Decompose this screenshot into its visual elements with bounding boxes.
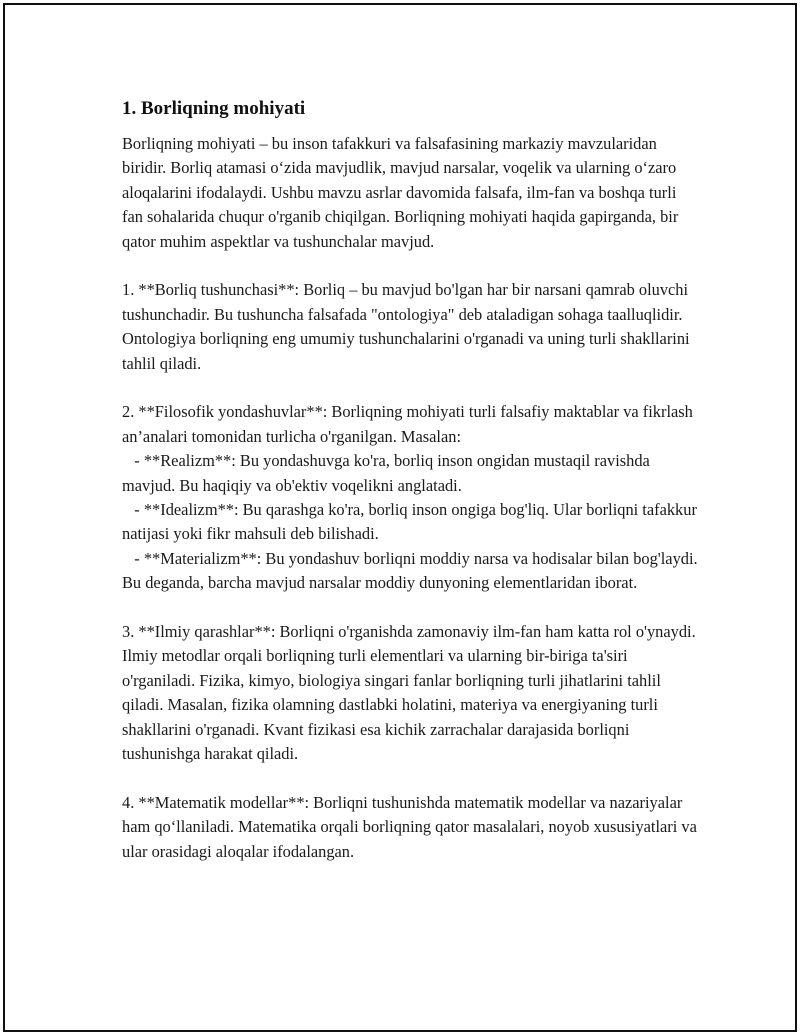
paragraph-matematik-modellar: 4. **Matematik modellar**: Borliqni tushunishda matematik modellar va nazariyalar ham qo‘llaniladi. Matematika orqali borliqning qator masalalari, noyob xususiyatlari va ular orasidagi aloqalar ifodalangan.	[122, 792, 701, 861]
intro-paragraph: Borliqning mohiyati – bu inson tafakkuri va falsafasining markaziy mavzularidan biridir. Borliq atamasi o‘zida mavjudlik, mavjud narsalar, voqelik va ularning o‘zaro aloqalarini ifodalaydi. Ushbu mavzu asrlar davomida falsafa, ilm-fan va boshqa turli fan sohalarida chuqur o'rganib chiqilgan. Borliqning mohiyati haqida gapirganda, bir qator muhim aspektlar va tushunchalar mavjud.	[122, 134, 683, 251]
paragraph-filosofik-yondashuvlar: 2. **Filosofik yondashuvlar**: Borliqning mohiyati turli falsafiy maktablar va fikrlash an’analari tomonidan turlicha o'rganilgan. Masalan: - **Realizm**: Bu yondashuvga ko'ra, borliq inson ongidan mustaqil ravishda mavjud. Bu haqiqiy va ob'ektiv voqelikni anglatadi. - **Idealizm**: Bu qarashga ko'ra, borliq inson ongiga bog'liq. Ular borliqni tafakkur natijasi yoki fikr mahsuli deb bilishadi. - **Materializm**: Bu yondashuv borliqni moddiy narsa va hodisalar bilan bog'laydi. Bu deganda, barcha mavjud narsalar moddiy dunyoning elementlaridan iborat.	[122, 402, 698, 593]
section-heading: 1. Borliqning mohiyati	[122, 98, 306, 119]
page-border	[3, 3, 797, 1032]
paragraph-borliq-tushunchasi: 1. **Borliq tushunchasi**: Borliq – bu mavjud bo'lgan har bir narsani qamrab oluvchi tushunchadir. Bu tushuncha falsafada "ontologiya" deb ataladigan sohaga taalluqlidir. Ontologiya borliqning eng umumiy tushunchalarini o'rganadi va uning turli shakllarini tahlil qiladi.	[122, 280, 694, 373]
document-body	[121, 97, 701, 864]
paragraph-ilmiy-qarashlar: 3. **Ilmiy qarashlar**: Borliqni o'rganishda zamonaviy ilm-fan ham katta rol o'ynaydi. Ilmiy metodlar orqali borliqning turli elementlari va ularning bir-biriga ta'siri o'rganiladi. Fizika, kimyo, biologiya singari fanlar borliqning turli jihatlarini tahlil qiladi. Masalan, fizika olamning dastlabki holatini, materiya va energiyaning turli shakllarini o'rganadi. Kvant fizikasi esa kichik zarrachalar darajasida borliqni tushunishga harakat qiladi.	[122, 622, 700, 764]
